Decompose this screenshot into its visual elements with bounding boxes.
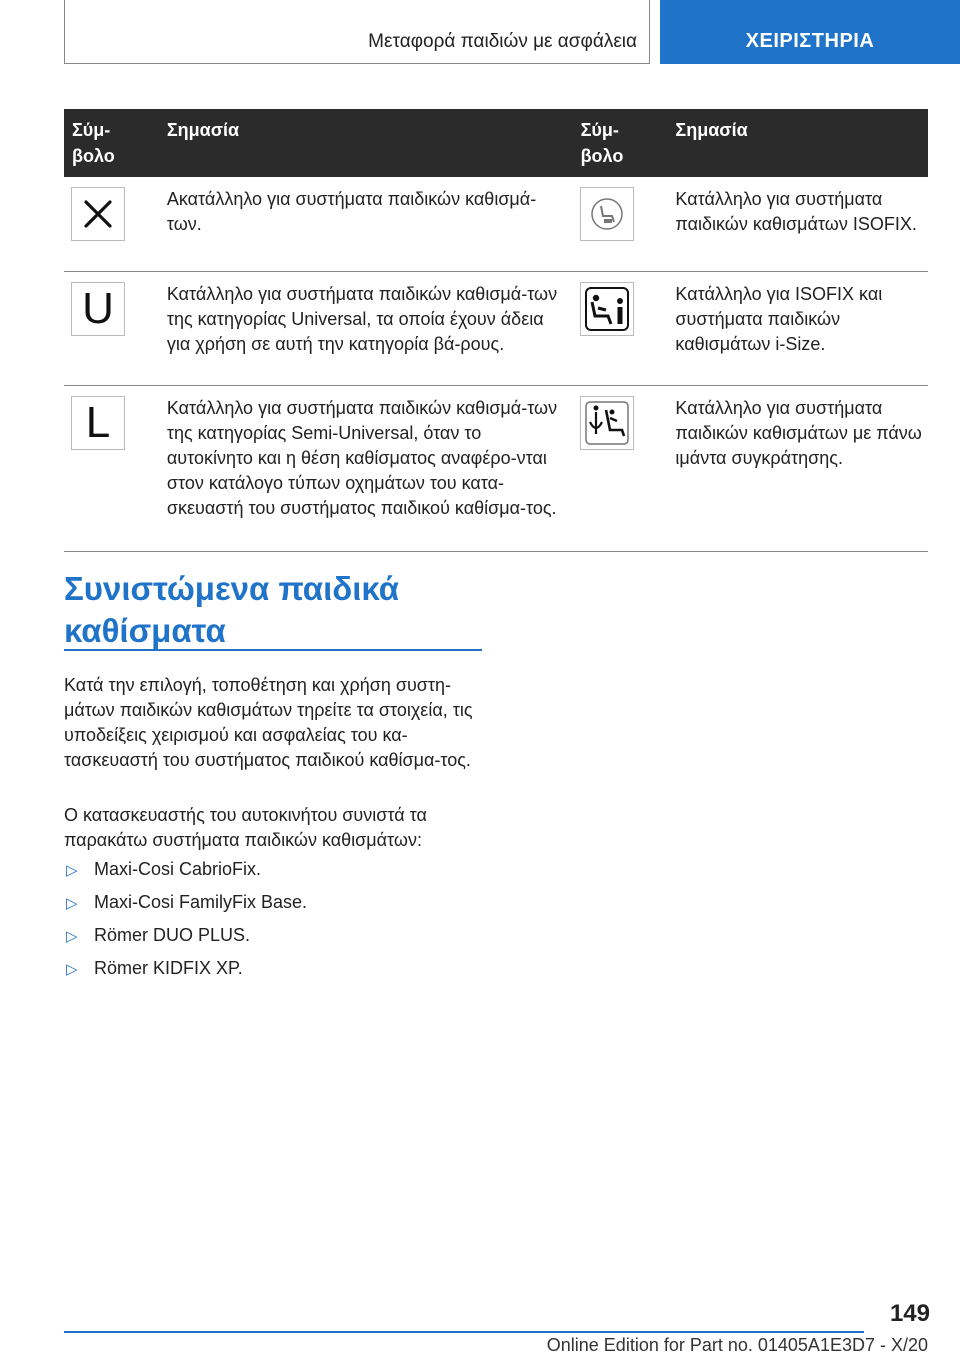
col-header-meaning-right: Σημασία <box>667 109 928 177</box>
section-paragraph-1: Κατά την επιλογή, τοποθέτηση και χρήση συστη-μάτων παιδικών καθισμάτων τηρείτε τα στοιχεία, τις υποδείξεις χειρισμού και ασφαλείας του κα-τασκευαστή του συστήματος παιδικού καθίσμα-τος. <box>64 675 473 770</box>
section-paragraph-2: Ο κατασκευαστής του αυτοκινήτου συνιστά τα παρακάτω συστήματα παιδικών καθισμάτων: <box>64 805 427 850</box>
recommended-seats-list <box>64 857 484 989</box>
table-row <box>64 177 928 272</box>
row1-right-meaning: Κατάλληλο για συστήματα παιδικών καθισμάτων ISOFIX. <box>667 177 928 272</box>
list-item: ▷ Maxi-Cosi CabrioFix. <box>64 857 484 890</box>
page-number: 149 <box>889 1300 930 1327</box>
col-header-symbol-left: Σύμ-βολο <box>64 109 159 177</box>
col-header-meaning-left: Σημασία <box>159 109 573 177</box>
x-mark-icon <box>71 187 125 241</box>
header-chapter-label: ΧΕΙΡΙΣΤΗΡΙΑ <box>745 30 875 52</box>
table-header-row <box>64 109 928 177</box>
list-item: ▷ Maxi-Cosi FamilyFix Base. <box>64 890 484 923</box>
section-title: Συνιστώμενα παιδικά καθίσματα <box>64 570 400 649</box>
footer-edition: Online Edition for Part no. 01405A1E3D7 - X/20 <box>546 1335 928 1355</box>
list-item: ▷ Römer KIDFIX XP. <box>64 956 484 989</box>
row3-right-meaning: Κατάλληλο για συστήματα παιδικών καθισμάτων με πάνω ιμάντα συγκράτησης. <box>667 386 928 552</box>
row2-right-meaning: Κατάλληλο για ISOFIX και συστήματα παιδικών καθισμάτων i-Size. <box>667 272 928 386</box>
triangle-bullet-icon: ▷ <box>66 862 78 879</box>
row3-left-meaning: Κατάλληλο για συστήματα παιδικών καθισμά-των της κατηγορίας Semi-Universal, όταν το αυτοκίνητο και η θέση καθίσματος αναφέρο-νται στον κατάλογο τύπων οχημάτων του κατα-σκευαστή του συστήματος παιδικού καθίσμα-τος. <box>159 386 573 552</box>
l-symbol: L <box>71 396 125 450</box>
top-tether-seat-icon <box>580 396 634 450</box>
u-symbol: U <box>71 282 125 336</box>
row1-left-meaning: Ακατάλληλο για συστήματα παιδικών καθισμά-των. <box>159 177 573 272</box>
header-section-title: Μεταφορά παιδιών με ασφάλεια <box>368 31 637 52</box>
footer-divider <box>64 1331 864 1333</box>
i-size-seat-icon <box>580 282 634 336</box>
table-row <box>64 272 928 386</box>
row2-left-meaning: Κατάλληλο για συστήματα παιδικών καθισμά-των της κατηγορίας Universal, τα οποία έχουν άδεια για χρήση σε αυτή την κατηγορία βά-ρους. <box>159 272 573 386</box>
header-chapter-tab[interactable] <box>660 0 960 64</box>
section-divider <box>64 649 482 651</box>
list-item: ▷ Römer DUO PLUS. <box>64 923 484 956</box>
symbol-table <box>64 109 928 552</box>
isofix-seat-icon <box>580 187 634 241</box>
col-header-symbol-right: Σύμ-βολο <box>573 109 668 177</box>
triangle-bullet-icon: ▷ <box>66 928 78 945</box>
table-row <box>64 386 928 552</box>
triangle-bullet-icon: ▷ <box>66 961 78 978</box>
header-section-box <box>64 0 650 64</box>
triangle-bullet-icon: ▷ <box>66 895 78 912</box>
